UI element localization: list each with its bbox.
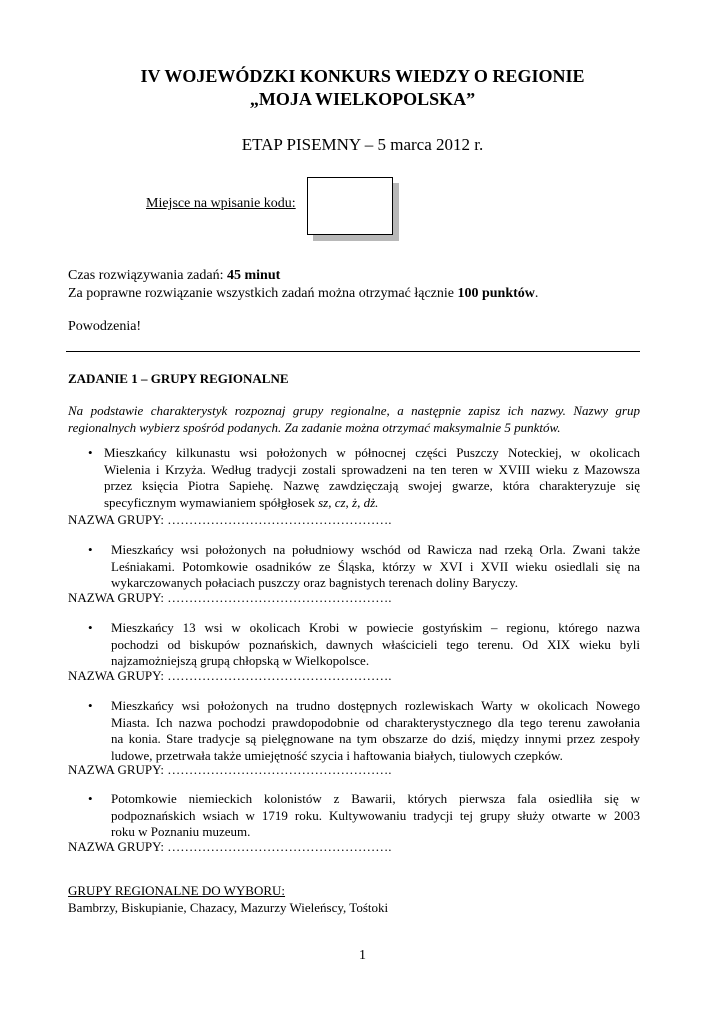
description-line: wykarczowanych połaciach puszczy oraz bagnistych terenach doliny Baryczy. xyxy=(111,575,519,590)
bullet-icon: • xyxy=(88,791,93,806)
page-number: 1 xyxy=(359,948,366,963)
description-line: przez księcia Piotra Sapiehę. Nazwę zawdzięczają swojej gwarze, która charakteryzuje się xyxy=(104,478,640,493)
contest-title-line1: IV WOJEWÓDZKI KONKURS WIEDZY O REGIONIE xyxy=(140,66,585,86)
code-box[interactable] xyxy=(307,177,393,235)
description-line: podpoznańskich wsiach w 1719 roku. Kultywowaniu tradycji tej grupy służy otwarte w 2003 xyxy=(111,807,640,823)
description-line: Miasta. Ich nazwa pochodzi prawdopodobnie od charakterystycznego dla tego terenu zawołania xyxy=(111,714,640,730)
bullet-icon: • xyxy=(88,698,93,713)
time-value: 45 minut xyxy=(226,268,281,283)
group-name-answer[interactable]: NAZWA GRUPY: ……………………………………………. xyxy=(68,668,392,683)
description-line: Leśniakami. Potomkowie osadników ze Śląska, którzy w XVI i XVII wieku osiedlali się na xyxy=(111,558,640,574)
stage-date: ETAP PISEMNY – 5 marca 2012 r. xyxy=(241,135,484,154)
points-value: 100 punktów xyxy=(457,286,535,301)
choices-title: GRUPY REGIONALNE DO WYBORU: xyxy=(68,883,286,898)
description-line: na konia. Stare tradycje są pielęgnowane na tym obszarze do dziś, między innymi przez zespoły xyxy=(111,731,640,746)
code-label: Miejsce na wpisanie kodu: xyxy=(146,196,296,211)
divider xyxy=(66,351,640,352)
group-name-answer[interactable]: NAZWA GRUPY: ……………………………………………. xyxy=(68,512,392,527)
description-line: Potomkowie niemieckich kolonistów z Bawarii, których pierwsza fala osiedliła się w xyxy=(111,791,640,806)
bullet-icon: • xyxy=(88,542,93,557)
group-description xyxy=(111,791,640,841)
task-intro-line: Na podstawie charakterystyk rozpoznaj grupy regionalne, a następnie zapisz ich nazwy. Nazwy grup xyxy=(68,403,640,418)
points-label: Za poprawne rozwiązanie wszystkich zadań można otrzymać łącznie xyxy=(68,286,458,301)
description-line xyxy=(104,495,640,512)
group-name-answer[interactable]: NAZWA GRUPY: ……………………………………………. xyxy=(68,762,392,777)
group-description xyxy=(111,620,640,670)
description-line: najzamożniejszą grupą chłopską w Wielkopolsce. xyxy=(111,653,370,668)
description-text: specyficznym wymawianiem spółgłosek xyxy=(104,494,319,510)
time-info xyxy=(68,267,280,284)
bullet-icon: • xyxy=(88,620,93,635)
group-name-answer[interactable]: NAZWA GRUPY: ……………………………………………. xyxy=(68,839,392,854)
task-intro xyxy=(68,402,640,436)
task-title: ZADANIE 1 – GRUPY REGIONALNE xyxy=(68,371,289,386)
description-line: Mieszkańcy 13 wsi w okolicach Krobi w powiecie gostyńskim – regionu, którego nazwa xyxy=(111,620,640,635)
bullet-icon: • xyxy=(88,445,93,460)
points-info xyxy=(68,285,538,302)
contest-title-line2: „MOJA WIELKOPOLSKA” xyxy=(249,89,476,109)
group-description xyxy=(111,542,640,592)
time-label: Czas rozwiązywania zadań: xyxy=(68,268,227,283)
description-line: Mieszkańcy wsi położonych na południowy wschód od Rawicza nad rzeką Orla. Zwani także xyxy=(111,542,640,557)
description-line: Mieszkańcy wsi położonych na trudno dostępnych rozlewiskach Warty w okolicach Nowego xyxy=(111,698,640,713)
description-line: Mieszkańcy kilkunastu wsi położonych w północnej części Puszczy Noteckiej, w okolicach xyxy=(104,445,640,460)
description-line: ludowe, przetrwała także umiejętność szycia i haftowania białych, tiulowych czepków. xyxy=(111,747,563,763)
task-intro-line: regionalnych wybierz spośród podanych. Za zadanie można otrzymać maksymalnie 5 punktów. xyxy=(68,420,561,435)
choices-list: Bambrzy, Biskupianie, Chazacy, Mazurzy Wieleńscy, Tośtoki xyxy=(68,900,389,915)
consonants-italic: sz, cz, ż, dż. xyxy=(318,494,379,510)
points-end: . xyxy=(534,286,539,301)
description-line: Wielenia i Krzyża. Według tradycji zostali sprowadzeni na ten teren w XVIII wieku z Mazowsza xyxy=(104,461,640,477)
group-description xyxy=(104,445,640,511)
description-line: roku w Poznaniu muzeum. xyxy=(111,824,251,839)
good-luck: Powodzenia! xyxy=(68,319,142,334)
group-description xyxy=(111,698,640,764)
group-name-answer[interactable]: NAZWA GRUPY: ……………………………………………. xyxy=(68,590,392,605)
description-line: pochodzi od biskupów poznańskich, dawnych właścicieli tego terenu. Od XIX wieku byli xyxy=(111,636,640,652)
